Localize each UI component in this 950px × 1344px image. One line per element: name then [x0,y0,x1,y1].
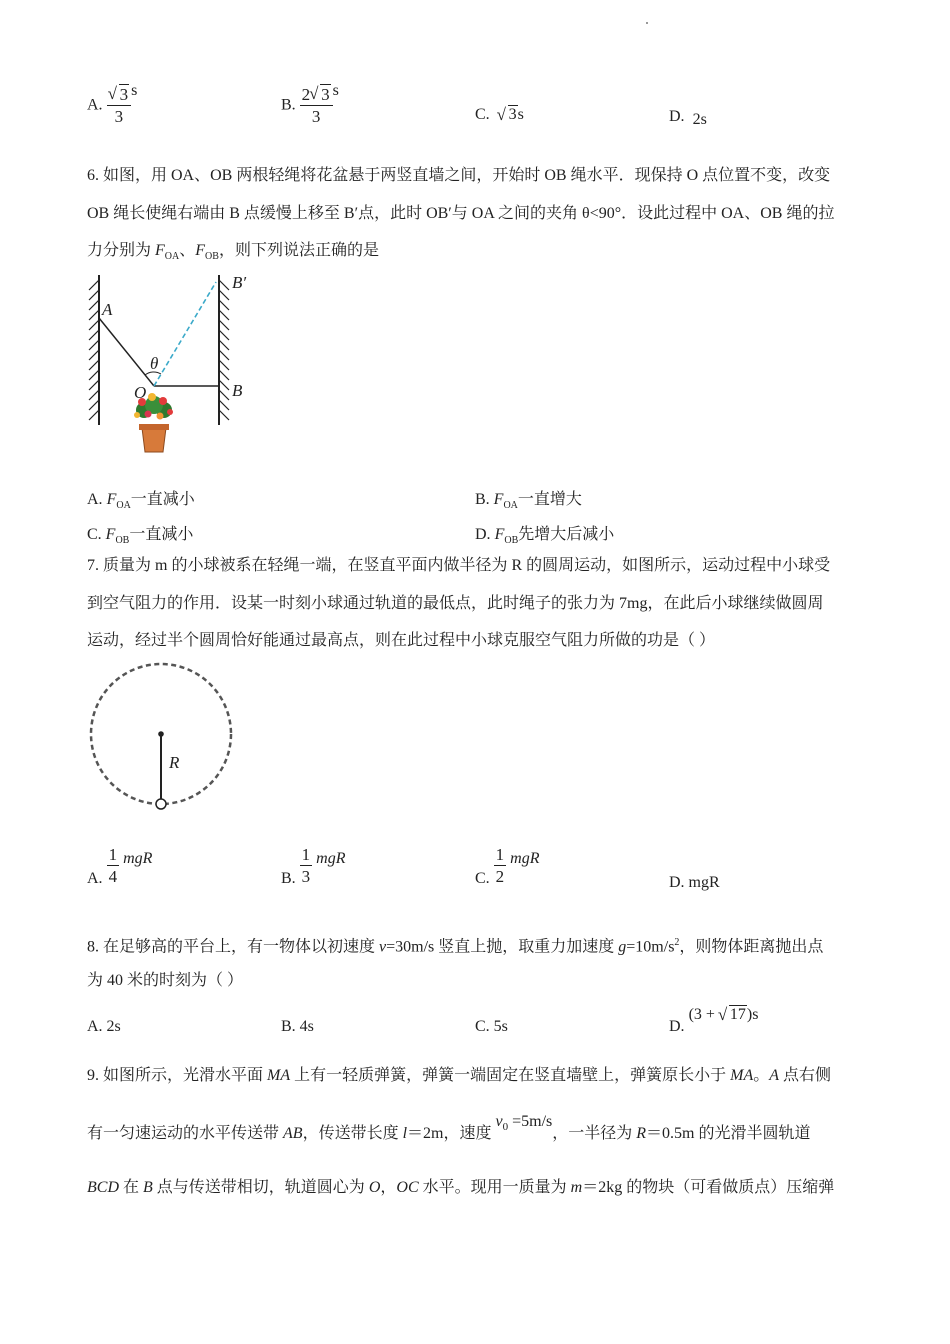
rope-oa [99,318,154,386]
q7-option-a[interactable]: A. $\frac{1}{4}$ mgR [87,845,153,888]
page-mark [646,22,648,24]
label-b: B [232,381,243,400]
q8-option-d[interactable]: D. (3 + √ 17)s [669,1006,758,1036]
q6-option-b[interactable]: B. $F_{OA}$一直增大 [475,491,582,512]
q8-option-a[interactable]: A. 2s [87,1018,121,1035]
q5-option-d[interactable]: D. 2s [669,108,707,128]
flowerpot-figure [84,270,264,460]
q6-line-1: 6. 如图，用 OA、OB 两根轻绳将花盆悬于两竖直墙之间，开始时 OB 绳水平．现保持 O 点位置不变，改变 [87,167,831,184]
label-a: A [102,300,113,319]
q6-line-2: OB 绳长使绳右端由 B 点缓慢上移至 B′点，此时 OB′与 OA 之间的夹角 θ<90°．设此过程中 OA、OB 绳的拉 [87,205,835,222]
left-wall-hatch [89,280,99,420]
q7-line-3: 运动，经过半个圆周恰好能通过最高点，则在此过程中小球克服空气阻力所做的功是（ ） [87,632,716,649]
q6-option-c[interactable]: C. $F_{OB}$一直减小 [87,526,194,547]
ball-icon [156,799,166,809]
label-r: R [169,753,180,772]
q9-line-3: BCD 在 B 点与传送带相切，轨道圆心为 O，OC 水平。现用一质量为 m＝2kg 的物块（可看做质点）压缩弹 [87,1179,835,1196]
q5-option-b[interactable]: B. $\frac{2√ 3}{3}$ s [281,82,339,125]
q9-line-1: 9. 如图所示，光滑水平面 MA 上有一轻质弹簧，弹簧一端固定在竖直墙壁上，弹簧原长小于 MA。A 点右侧 [87,1067,832,1084]
q5-option-c[interactable]: C. √ 3s [475,106,524,124]
q7-line-1: 7. 质量为 m 的小球被系在轻绳一端，在竖直平面内做半径为 R 的圆周运动，如图所示，运动过程中小球受 [87,557,831,574]
q7-line-2: 到空气阻力的作用．设某一时刻小球通过轨道的最低点，此时绳子的张力为 7mg，在此后小球继续做圆周 [87,595,824,612]
label-theta: θ [150,354,159,373]
right-wall-hatch [219,280,229,420]
fraction: √ $\frac{3}{3}$ [107,86,132,125]
q7-option-b[interactable]: B. $\frac{1}{3}$ mgR [281,845,346,888]
label-b-prime: B′ [232,273,247,292]
sqrt: √ 3 [498,106,518,124]
q8-line-1: 8. 在足够高的平台上，有一物体以初速度 v=30m/s 竖直上抛，取重力加速度 $g=10m/s^2$，则物体距离抛出点 [87,937,824,956]
q8-line-2: 为 40 米的时刻为（ ） [87,972,244,989]
q8-option-b[interactable]: B. 4s [281,1018,314,1035]
q6-line-3: 力分别为 $F_{OA}$、$F_{OB}$，则下列说法正确的是 [87,242,379,263]
q6-option-d[interactable]: D. $F_{OB}$先增大后减小 [475,526,615,547]
q9-line-2: 有一匀速运动的水平传送带 AB，传送带长度 l＝2m，速度 $v_0 =5m/s$，一半径为 R＝0.5m 的光滑半圆轨道 [87,1113,811,1142]
rope-ob-prime [154,282,216,386]
q7-option-c[interactable]: C. $\frac{1}{2}$ mgR [475,845,540,888]
fraction: $\frac{2√ 3}{3}$ [300,86,333,125]
q6-option-a[interactable]: A. $F_{OA}$一直减小 [87,491,195,512]
label-o: O [134,383,147,402]
circle-figure [86,660,238,816]
q7-option-d[interactable]: D. mgR [669,874,720,891]
q8-option-c[interactable]: C. 5s [475,1018,508,1035]
q5-option-a[interactable]: A. √ $\frac{3}{3}$ s [87,82,137,125]
